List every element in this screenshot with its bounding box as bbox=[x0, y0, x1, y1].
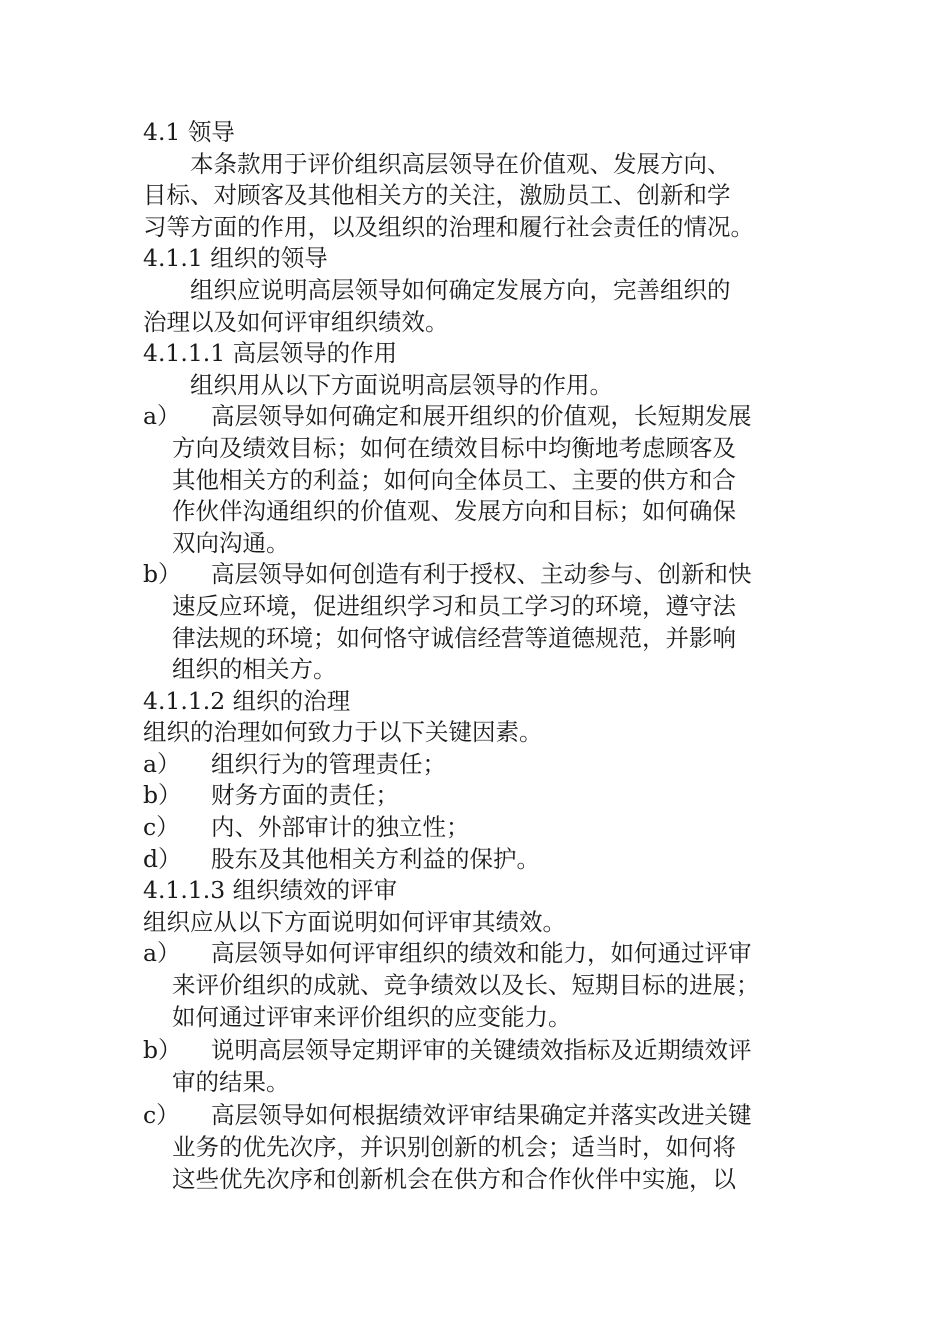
list-marker: c） bbox=[143, 1101, 180, 1130]
list-marker: b） bbox=[143, 1036, 182, 1065]
list-item-line: 高层领导如何根据绩效评审结果确定并落实改进关键 bbox=[211, 1101, 752, 1130]
list-item-line: 来评价组织的成就、竞争绩效以及长、短期目标的进展； bbox=[172, 971, 760, 1000]
list-item bbox=[143, 938, 823, 1033]
list-item-line: 业务的优先次序，并识别创新的机会；适当时，如何将 bbox=[172, 1133, 736, 1161]
paragraph-line: 治理以及如何评审组织绩效。 bbox=[143, 307, 449, 336]
list-item-line: 高层领导如何评审组织的绩效和能力，如何通过评审 bbox=[211, 939, 752, 968]
list-item-line: 如何通过评审来评价组织的应变能力。 bbox=[172, 1002, 572, 1031]
list-item-line: 高层领导如何确定和展开组织的价值观，长短期发展 bbox=[211, 402, 752, 431]
list-item-line: 审的结果。 bbox=[172, 1067, 290, 1096]
list-item-line: 其他相关方的利益；如何向全体员工、主要的供方和合 bbox=[172, 465, 736, 494]
section-heading-4-1-1-1: 4.1.1.1 高层领导的作用 bbox=[143, 339, 398, 368]
section-heading-4-1: 4.1 领导 bbox=[143, 118, 235, 146]
list-item bbox=[143, 559, 823, 685]
list-item-line: 律法规的环境；如何恪守诚信经营等道德规范，并影响 bbox=[172, 623, 736, 652]
list-item-line: 高层领导如何创造有利于授权、主动参与、创新和快 bbox=[211, 560, 752, 589]
list-item-line: 方向及绩效目标；如何在绩效目标中均衡地考虑顾客及 bbox=[172, 433, 736, 462]
list-item bbox=[143, 749, 823, 781]
document-body bbox=[143, 117, 823, 1195]
list-item-line: 作伙伴沟通组织的价值观、发展方向和目标；如何确保 bbox=[172, 497, 736, 526]
list-item bbox=[143, 780, 823, 812]
list-item-line: 组织的相关方。 bbox=[172, 655, 337, 684]
paragraph-line: 目标、对顾客及其他相关方的关注，激励员工、创新和学 bbox=[143, 181, 731, 210]
list-item bbox=[143, 812, 823, 844]
list-marker: a） bbox=[143, 939, 181, 968]
list-item-line: 说明高层领导定期评审的关键绩效指标及近期绩效评 bbox=[211, 1036, 752, 1065]
section-heading-4-1-1: 4.1.1 组织的领导 bbox=[143, 244, 328, 273]
paragraph-line: 组织用从以下方面说明高层领导的作用。 bbox=[190, 370, 613, 399]
list-marker: c） bbox=[143, 813, 180, 842]
paragraph-line: 习等方面的作用，以及组织的治理和履行社会责任的情况。 bbox=[143, 212, 754, 241]
list-item-line: 股东及其他相关方利益的保护。 bbox=[211, 844, 540, 873]
list-item-line: 财务方面的责任； bbox=[211, 781, 399, 810]
paragraph-line: 组织的治理如何致力于以下关键因素。 bbox=[143, 718, 543, 747]
list-marker: b） bbox=[143, 781, 182, 810]
list-item-line: 内、外部审计的独立性； bbox=[211, 813, 470, 842]
paragraph-line: 本条款用于评价组织高层领导在价值观、发展方向、 bbox=[190, 149, 731, 178]
list-item-line: 速反应环境，促进组织学习和员工学习的环境，遵守法 bbox=[172, 591, 736, 620]
list-item-line: 这些优先次序和创新机会在供方和合作伙伴中实施，以 bbox=[172, 1164, 736, 1193]
list-marker: d） bbox=[143, 844, 182, 873]
section-heading-4-1-1-3: 4.1.1.3 组织绩效的评审 bbox=[143, 876, 398, 905]
list-item-line: 组织行为的管理责任； bbox=[211, 749, 446, 778]
section-heading-4-1-1-2: 4.1.1.2 组织的治理 bbox=[143, 686, 351, 715]
list-item bbox=[143, 1035, 823, 1098]
list-marker: a） bbox=[143, 402, 181, 431]
paragraph-line: 组织应从以下方面说明如何评审其绩效。 bbox=[143, 907, 566, 936]
list-item bbox=[143, 1100, 823, 1195]
list-marker: b） bbox=[143, 560, 182, 589]
list-marker: a） bbox=[143, 749, 181, 778]
list-item bbox=[143, 844, 823, 876]
list-item bbox=[143, 401, 823, 559]
paragraph-line: 组织应说明高层领导如何确定发展方向，完善组织的 bbox=[190, 275, 731, 304]
list-item-line: 双向沟通。 bbox=[172, 528, 290, 557]
